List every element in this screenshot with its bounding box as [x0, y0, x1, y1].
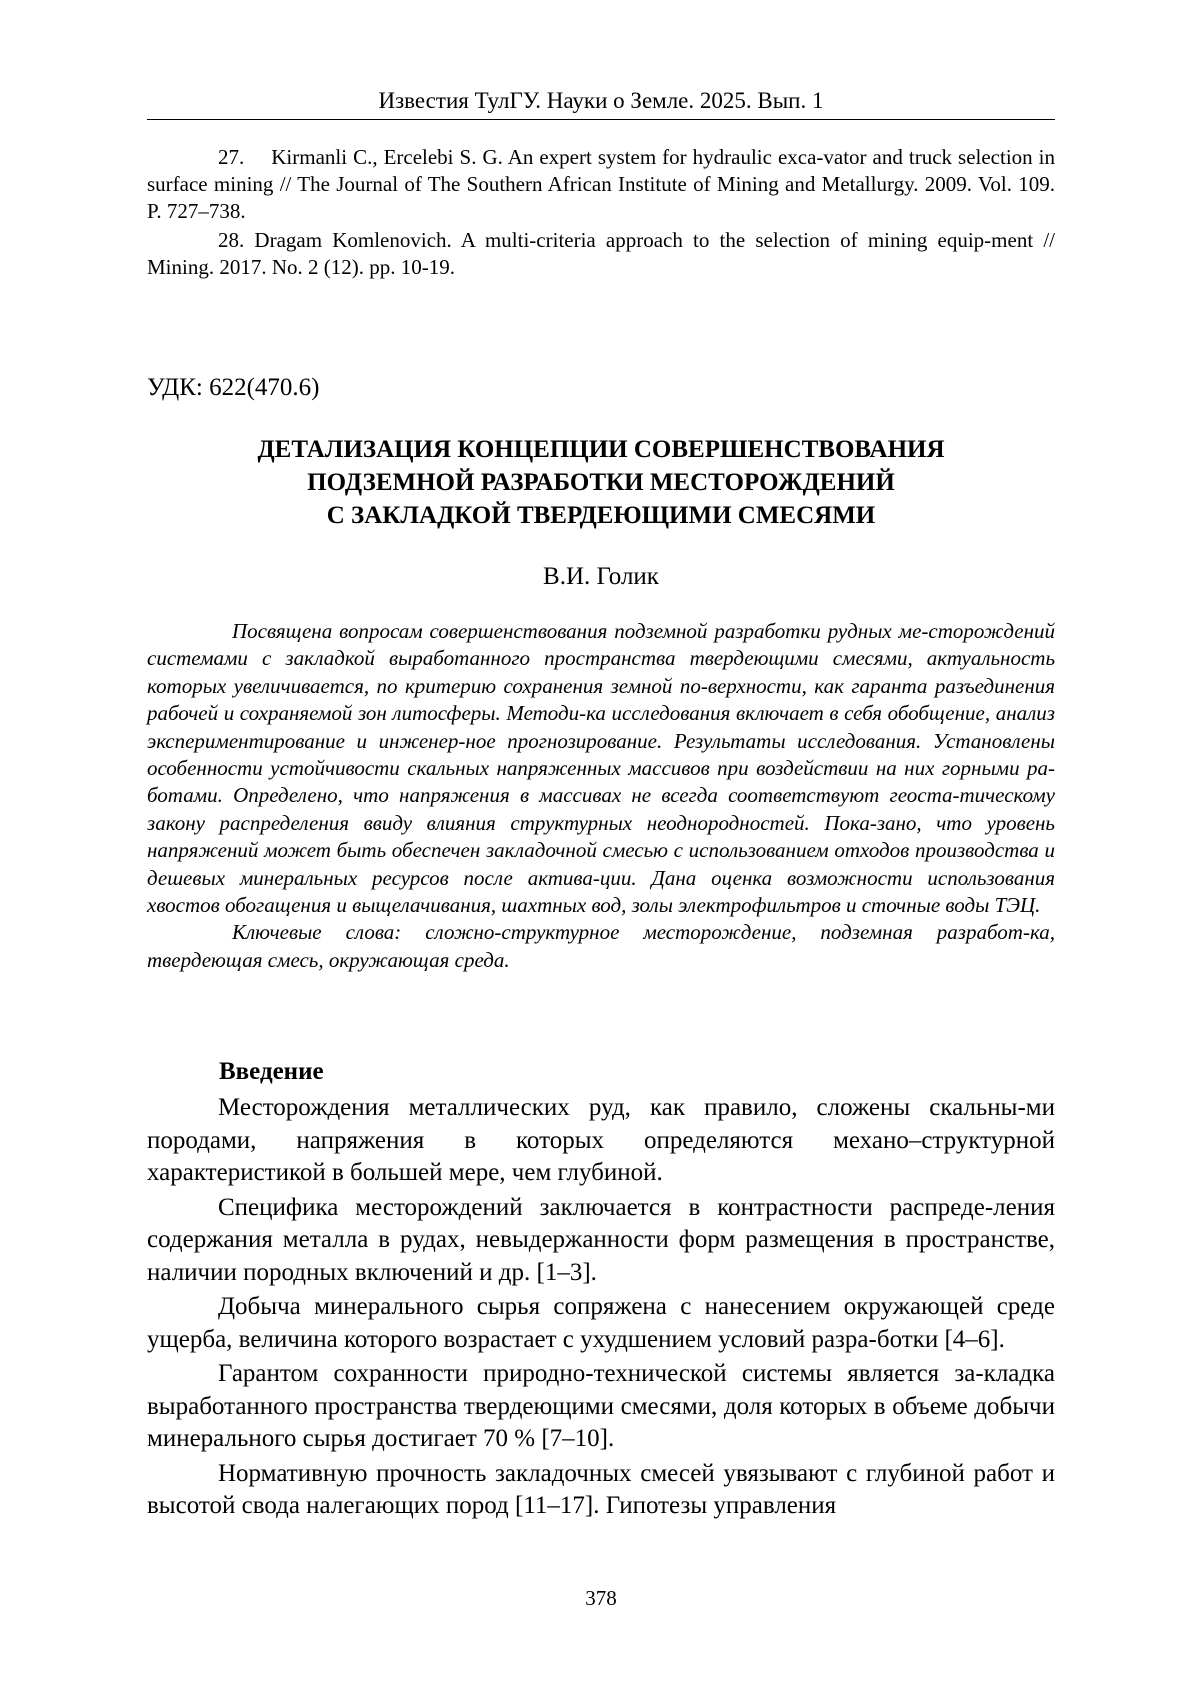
reference-item: 28. Dragam Komlenovich. A multi-criteria approach to the selection of mining equip-ment // Mining. 2017. No. 2 (12). pp. 10-19.	[147, 228, 1055, 279]
article-title	[147, 433, 1055, 532]
abstract-text: Посвящена вопросам совершенствования подземной разработки рудных ме-сторождений системами с закладкой выработанного пространства твердеющими смесями, актуальность которых увеличивается, по критерию сохранения земной по-верхности, как гаранта разъединения рабочей и сохраняемой зон литосферы. Методи-ка исследования включает в себя обобщение, анализ экспериментирование и инженер-ное прогнозирование. Результаты исследования. Установлены особенности устойчивости скальных напряженных массивов при воздействии на них горными ра-ботами. Определено, что напряжения в массивах не всегда соответствуют геоста-тическому закону распределения ввиду влияния структурных неоднородностей. Пока-зано, что уровень напряжений может быть обеспечен закладочной смесью с использованием отходов производства и дешевых минеральных ресурсов после актива-ции. Дана оценка возможности использования хвостов обогащения и выщелачивания, шахтных вод, золы электрофильтров и сточные воды ТЭЦ.	[147, 619, 1055, 918]
body-paragraph: Специфика месторождений заключается в контрастности распреде-ления содержания металла в рудах, невыдержанности форм размещения в пространстве, наличии породных включений и др. [1–3].	[147, 1193, 1055, 1286]
running-header: Известия ТулГУ. Науки о Земле. 2025. Вып. 1	[147, 86, 1055, 120]
body-paragraph: Месторождения металлических руд, как правило, сложены скальны-ми породами, напряжения в которых определяются механо–структурной характеристикой в большей мере, чем глубиной.	[147, 1094, 1055, 1186]
section-heading-introduction: Введение	[219, 1058, 324, 1085]
body-paragraph: Нормативную прочность закладочных смесей увязывают с глубиной работ и высотой свода налегающих пород [11–17]. Гипотезы управления	[147, 1459, 1055, 1519]
abstract-block	[147, 618, 1055, 974]
title-line: ДЕТАЛИЗАЦИЯ КОНЦЕПЦИИ СОВЕРШЕНСТВОВАНИЯ	[257, 436, 945, 463]
keywords: Ключевые слова: сложно-структурное месторождение, подземная разработ-ка, твердеющая смесь, окружающая среда.	[147, 920, 1055, 972]
reference-item: 27. Kirmanli C., Ercelebi S. G. An expert system for hydraulic exca-vator and truck selection in surface mining // The Journal of The Southern African Institute of Mining and Metallurgy. 2009. Vol. 109. P. 727–738.	[147, 145, 1055, 223]
page-number: 378	[585, 1586, 617, 1610]
title-line: С ЗАКЛАДКОЙ ТВЕРДЕЮЩИМИ СМЕСЯМИ	[326, 502, 876, 529]
title-line: ПОДЗЕМНОЙ РАЗРАБОТКИ МЕСТОРОЖДЕНИЙ	[307, 469, 895, 496]
body-paragraph: Добыча минерального сырья сопряжена с нанесением окружающей среде ущерба, величина которого возрастает с ухудшением условий разра-ботки [4–6].	[147, 1293, 1055, 1353]
body-text	[147, 1092, 1055, 1523]
reference-list	[147, 144, 1055, 281]
body-paragraph: Гарантом сохранности природно-технической системы является за-кладка выработанного пространства твердеющими смесями, доля которых в объеме добычи минерального сырья достигает 70 % [7–10].	[147, 1360, 1055, 1452]
author-name: В.И. Голик	[543, 563, 659, 590]
udk-code: УДК: 622(470.6)	[147, 374, 320, 401]
